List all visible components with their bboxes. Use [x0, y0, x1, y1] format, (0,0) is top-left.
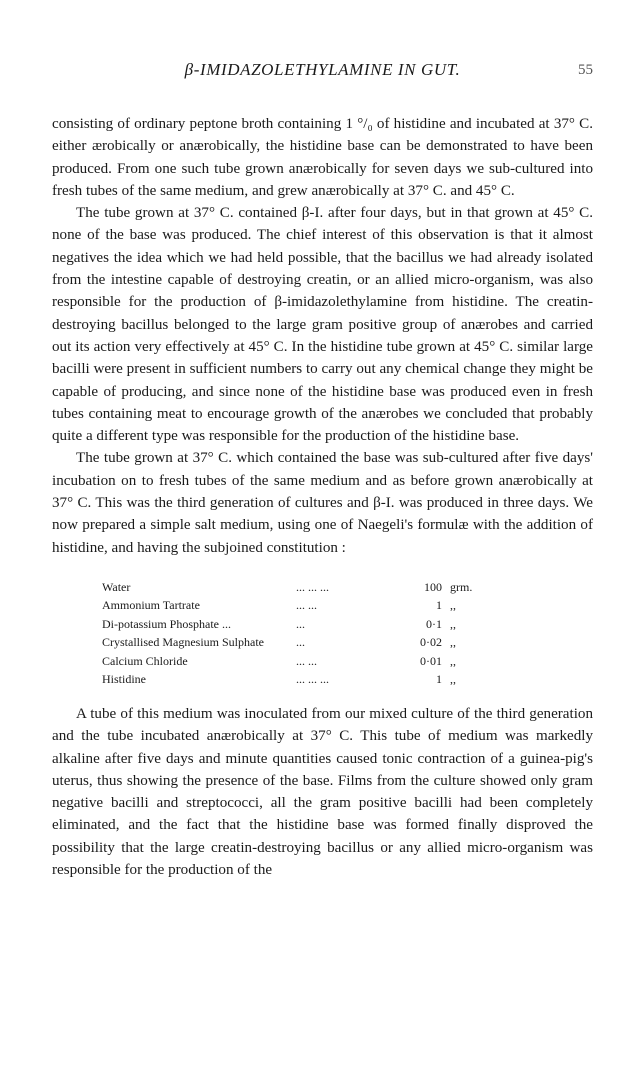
table-row — [52, 578, 593, 597]
ingredient-name: Histidine — [102, 672, 146, 687]
ingredient-unit: ,, — [450, 653, 456, 668]
ingredient-name: Crystallised Magnesium Sulphate — [102, 635, 264, 650]
ingredient-quantity: 1 — [436, 672, 442, 687]
running-title: β-IMIDAZOLETHYLAMINE IN GUT. — [184, 60, 461, 79]
ingredient-quantity: 0·02 — [420, 635, 442, 650]
leader-dots: ... ... — [296, 653, 317, 668]
table-row — [52, 670, 593, 689]
ingredient-quantity: 0·1 — [426, 616, 442, 631]
medium-composition-table — [52, 578, 593, 689]
body-text — [52, 113, 593, 881]
ingredient-name: Ammonium Tartrate — [102, 598, 200, 613]
ingredient-name: Calcium Chloride — [102, 653, 188, 668]
table-row — [52, 596, 593, 615]
leader-dots: ... ... ... — [296, 579, 329, 594]
ingredient-unit: ,, — [450, 598, 456, 613]
leader-dots: ... ... — [296, 598, 317, 613]
paragraph-4: A tube of this medium was inoculated from our mixed culture of the third generation and the tube incubated anærobically at 37° C. This tube of medium was markedly alkaline after five days and minute quantities caused tonic contraction of a guinea-pig's uterus, thus showing the presence of the base. Films from the culture showed only gram negative bacilli and streptococci, all the gram positive bacilli had been completely eliminated, and the fact that the histidine base was formed finally disproved the possibility that the large creatin-destroying bacillus or any allied micro-organism was responsible for the production of the — [52, 705, 593, 879]
ingredient-name: Di-potassium Phosphate ... — [102, 616, 231, 631]
leader-dots: ... — [296, 616, 305, 631]
ingredient-name: Water — [102, 579, 131, 594]
page-header — [52, 60, 593, 86]
ingredient-quantity: 0·01 — [420, 653, 442, 668]
table-row — [52, 652, 593, 671]
ingredient-unit: ,, — [450, 635, 456, 650]
table-row — [52, 615, 593, 634]
paragraph-1: consisting of ordinary peptone broth containing 1 °/₀ of histidine and incubated at 37° C. either ærobically or anærobically, the histidine base can be demonstrated to have been produced. From one such tube grown anærobically for seven days we sub-cultured into fresh tubes of the same medium, and grew anærobically at 37° C. and 45° C. — [52, 116, 593, 199]
page-number: 55 — [578, 62, 593, 78]
leader-dots: ... — [296, 635, 305, 650]
ingredient-quantity: 100 — [424, 579, 442, 594]
ingredient-quantity: 1 — [436, 598, 442, 613]
ingredient-unit: ,, — [450, 616, 456, 631]
table-row — [52, 633, 593, 652]
paragraph-2: The tube grown at 37° C. contained β-I. after four days, but in that grown at 45° C. none of the base was produced. The chief interest of this observation is that it almost negatives the idea which we had held possible, that the bacillus we had already isolated from the intestine capable of destroying creatin, or an allied micro-organism, was also responsible for the production of β-imidazolethylamine from histidine. The creatin-destroying bacillus belonged to the large gram positive group of anærobes and carried out its action very effectively at 45° C. In the histidine tube grown at 45° C. similar large bacilli were present in sufficient numbers to carry out any chemical change they might be capable of producing, and since none of the histidine base was produced even in fresh tubes containing meat to encourage growth of the anærobes we concluded that probably quite a different type was responsible for the production of the histidine base. — [52, 205, 593, 445]
paragraph-3: The tube grown at 37° C. which contained the base was sub-cultured after five days' incubation on to fresh tubes of the same medium and as before grown anærobically at 37° C. This was the third generation of cultures and β-I. was produced in three days. We now prepared a simple salt medium, using one of Naegeli's formulæ with the addition of histidine, and having the subjoined constitution : — [52, 450, 593, 556]
ingredient-unit: grm. — [450, 579, 473, 594]
ingredient-unit: ,, — [450, 672, 456, 687]
leader-dots: ... ... ... — [296, 672, 329, 687]
